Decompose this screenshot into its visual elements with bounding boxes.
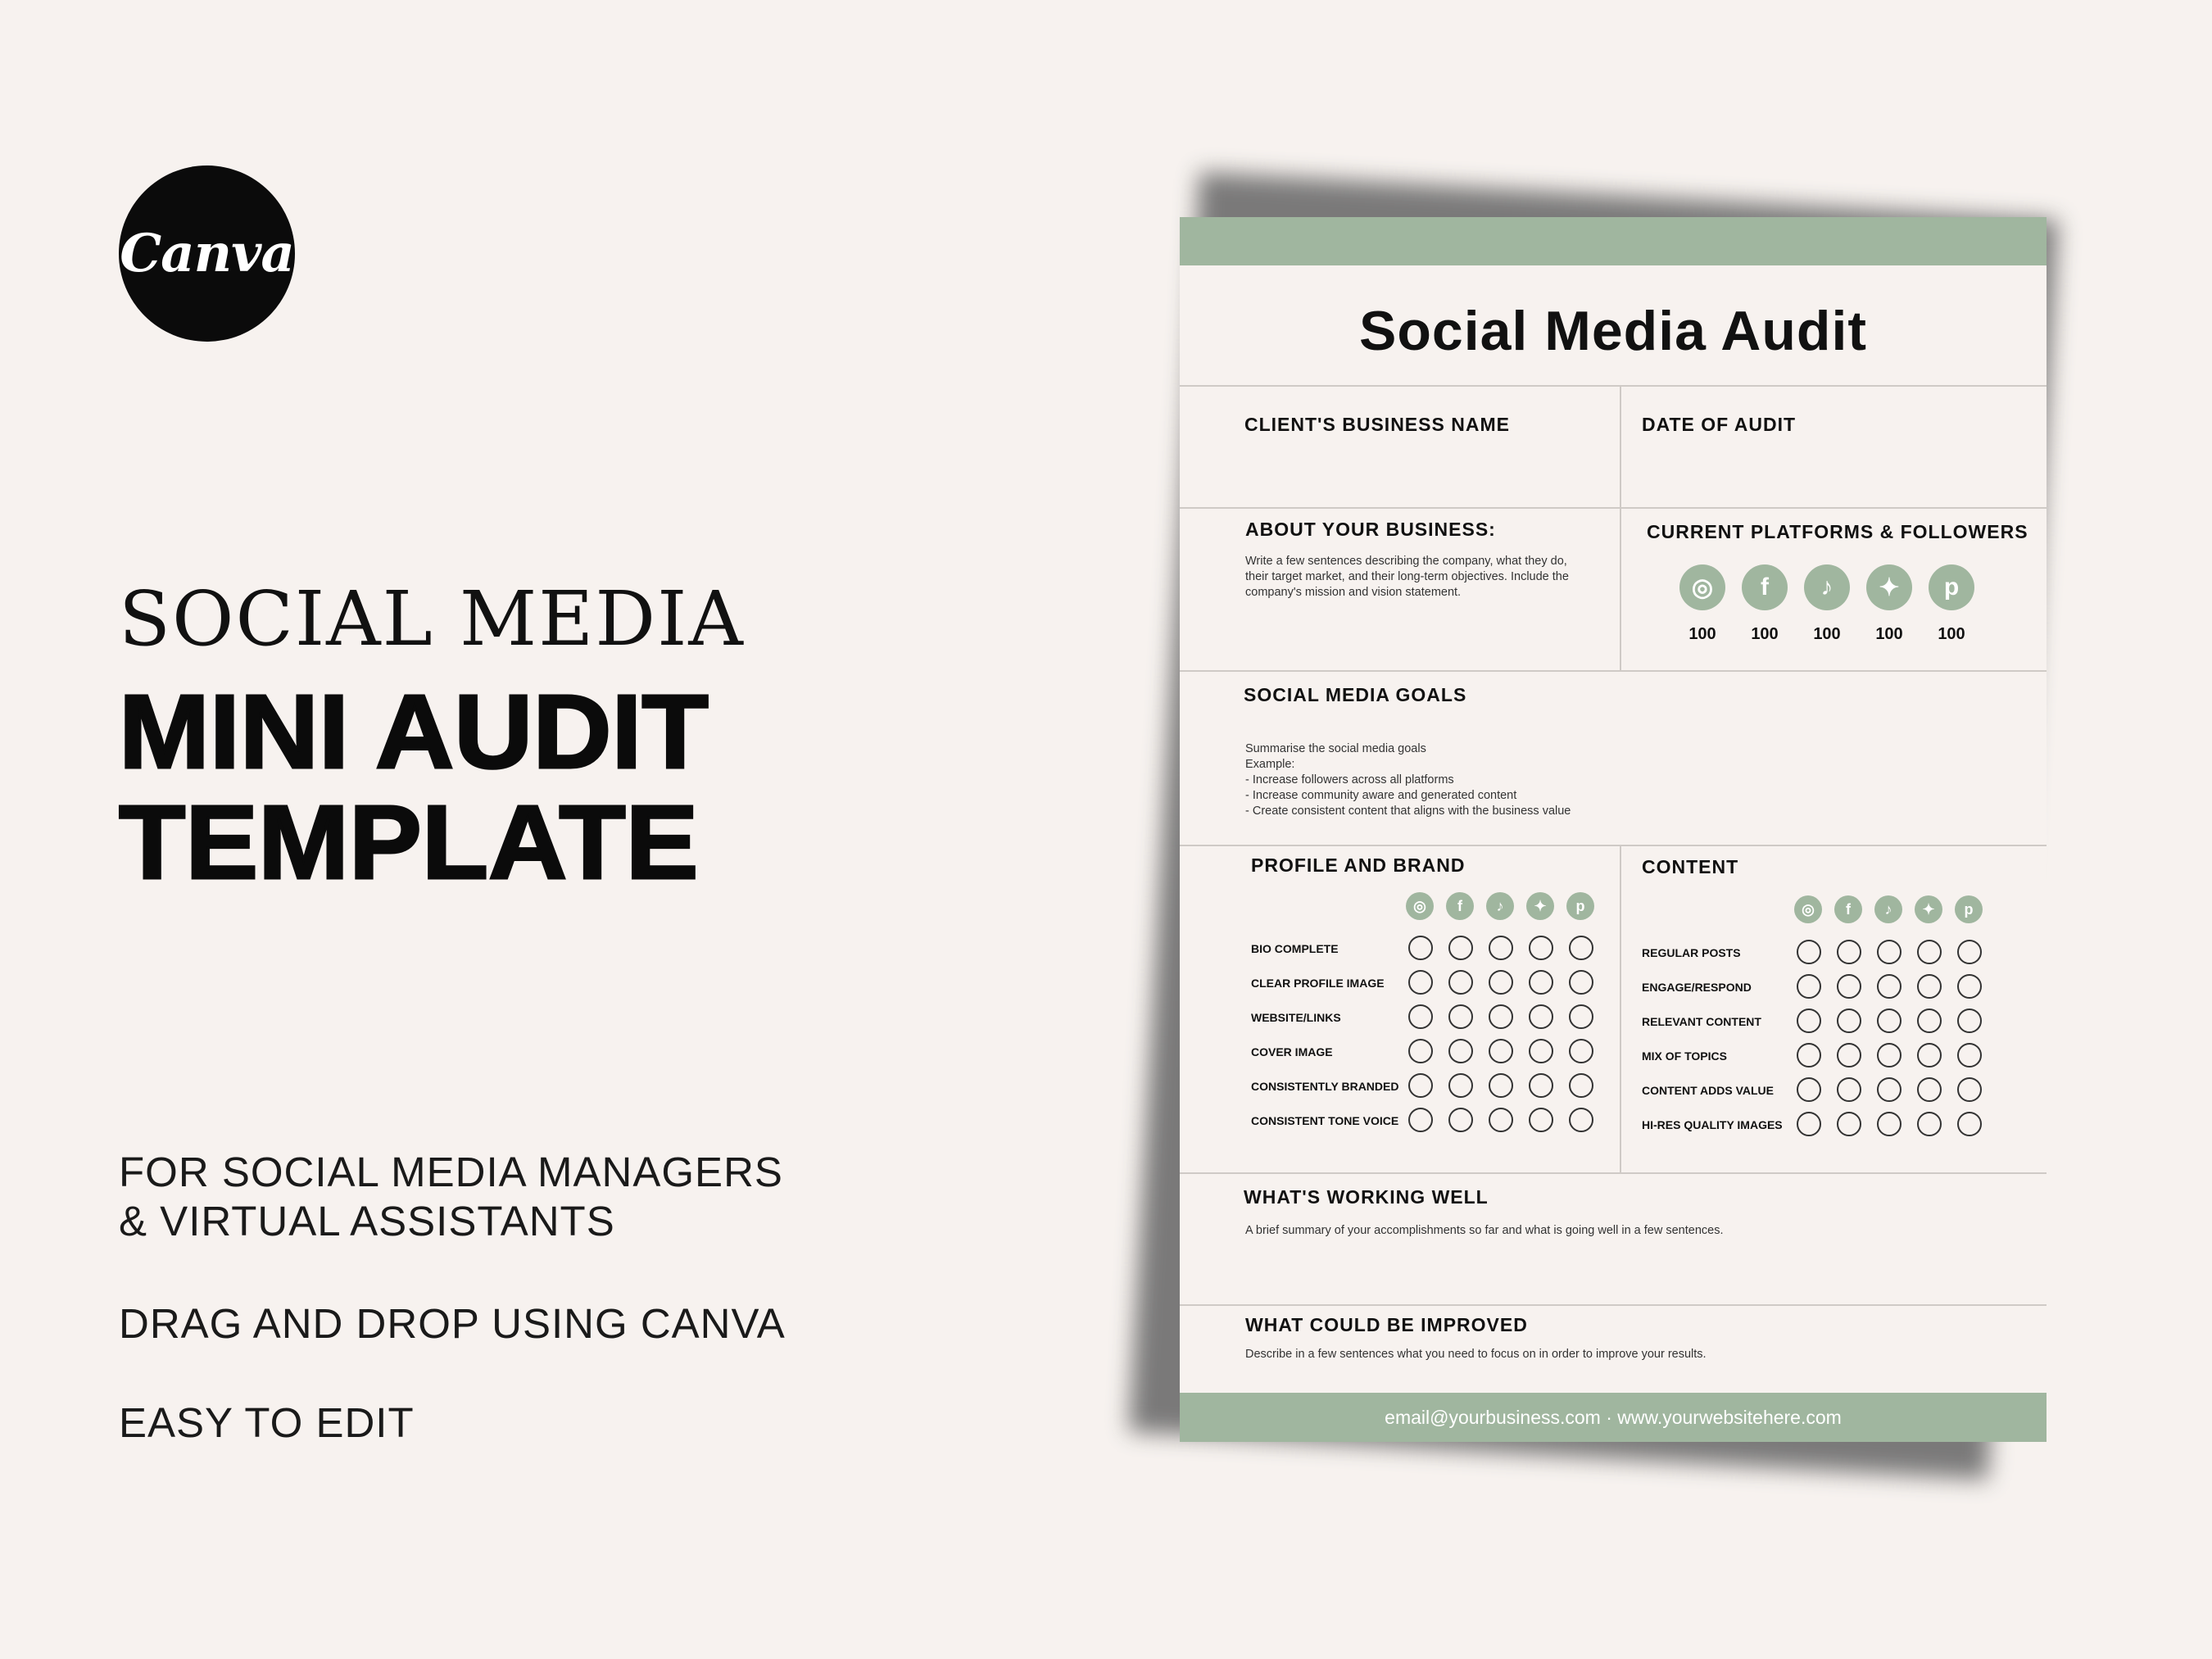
follower-count: 100 xyxy=(1813,625,1841,643)
checkbox-circle[interactable] xyxy=(1917,1043,1942,1067)
checklist-label: CONSISTENT TONE VOICE xyxy=(1251,1114,1399,1127)
divider xyxy=(1180,1304,2047,1306)
goals-label: SOCIAL MEDIA GOALS xyxy=(1244,684,1467,705)
checkbox-circle[interactable] xyxy=(1797,1077,1821,1102)
checkbox-circle[interactable] xyxy=(1917,1112,1942,1136)
checkbox-circle[interactable] xyxy=(1877,1112,1902,1136)
platforms-row xyxy=(1679,564,1974,644)
tagline-easy-edit: EASY TO EDIT xyxy=(119,1399,415,1446)
footer-contact: email@yourbusiness.com · www.yourwebsitehere.com xyxy=(1385,1406,1842,1428)
platform-instagram xyxy=(1679,564,1725,644)
client-name-label: CLIENT'S BUSINESS NAME xyxy=(1244,414,1510,435)
tagline-assistants: & VIRTUAL ASSISTANTS xyxy=(119,1198,615,1244)
checkbox-circle[interactable] xyxy=(1877,1077,1902,1102)
pinterest-icon: p xyxy=(1955,895,1983,923)
profile-brand-label: PROFILE AND BRAND xyxy=(1251,854,1466,876)
twitter-icon: ✦ xyxy=(1526,892,1554,920)
checkbox-circle[interactable] xyxy=(1797,1043,1821,1067)
divider xyxy=(1180,1172,2047,1174)
checklist-label: CLEAR PROFILE IMAGE xyxy=(1251,977,1385,990)
facebook-icon: f xyxy=(1834,895,1862,923)
checkbox-circle[interactable] xyxy=(1877,1043,1902,1067)
instagram-icon: ◎ xyxy=(1406,892,1434,920)
checkbox-circle[interactable] xyxy=(1837,1077,1861,1102)
checkbox-circle[interactable] xyxy=(1569,936,1593,960)
checkbox-circle[interactable] xyxy=(1408,970,1433,995)
platforms-label: CURRENT PLATFORMS & FOLLOWERS xyxy=(1647,521,2028,542)
content-label: CONTENT xyxy=(1642,856,1739,877)
audit-document xyxy=(1180,217,2047,1442)
checkbox-circle[interactable] xyxy=(1837,974,1861,999)
checkbox-circle[interactable] xyxy=(1797,974,1821,999)
checkbox-circle[interactable] xyxy=(1957,974,1982,999)
checkbox-circle[interactable] xyxy=(1877,1009,1902,1033)
platform-pinterest xyxy=(1929,564,1974,644)
checkbox-circle[interactable] xyxy=(1957,1043,1982,1067)
checkbox-circle[interactable] xyxy=(1489,1073,1513,1098)
goals-line: - Create consistent content that aligns with the business value xyxy=(1245,805,1571,818)
checkbox-circle[interactable] xyxy=(1408,936,1433,960)
checkbox-circle[interactable] xyxy=(1408,1073,1433,1098)
checkbox-circle[interactable] xyxy=(1448,1004,1473,1029)
checkbox-circle[interactable] xyxy=(1529,1004,1553,1029)
checkbox-circle[interactable] xyxy=(1529,970,1553,995)
tiktok-icon: ♪ xyxy=(1486,892,1514,920)
tiktok-icon: ♪ xyxy=(1874,895,1902,923)
facebook-icon: f xyxy=(1742,564,1788,610)
checkbox-circle[interactable] xyxy=(1489,1039,1513,1063)
checkbox-circle[interactable] xyxy=(1448,936,1473,960)
checkbox-circle[interactable] xyxy=(1448,1108,1473,1132)
checklist-label: RELEVANT CONTENT xyxy=(1642,1015,1761,1028)
checkbox-circle[interactable] xyxy=(1917,1009,1942,1033)
headline-template: TEMPLATE xyxy=(119,784,699,901)
divider xyxy=(1180,845,2047,846)
top-accent-band xyxy=(1180,217,2047,265)
working-well-label: WHAT'S WORKING WELL xyxy=(1244,1186,1489,1208)
checkbox-circle[interactable] xyxy=(1957,1077,1982,1102)
checkbox-circle[interactable] xyxy=(1529,936,1553,960)
content-platform-icons xyxy=(1794,895,1983,923)
goals-text xyxy=(1245,741,1571,819)
checklist-label: CONTENT ADDS VALUE xyxy=(1642,1084,1774,1097)
headline-mini-audit: MINI AUDIT xyxy=(119,673,709,791)
about-label: ABOUT YOUR BUSINESS: xyxy=(1245,519,1496,540)
checkbox-circle[interactable] xyxy=(1917,1077,1942,1102)
checklist-label: REGULAR POSTS xyxy=(1642,946,1741,959)
pinterest-icon: p xyxy=(1929,564,1974,610)
checkbox-circle[interactable] xyxy=(1837,1043,1861,1067)
canva-logo-text: Canva xyxy=(120,223,294,284)
instagram-icon: ◎ xyxy=(1679,564,1725,610)
checkbox-circle[interactable] xyxy=(1837,1009,1861,1033)
checkbox-circle[interactable] xyxy=(1489,970,1513,995)
goals-line: Example: xyxy=(1245,758,1295,771)
twitter-icon: ✦ xyxy=(1915,895,1942,923)
instagram-icon: ◎ xyxy=(1794,895,1822,923)
goals-line: - Increase followers across all platforms xyxy=(1245,773,1454,786)
checklist-label: ENGAGE/RESPOND xyxy=(1642,981,1752,994)
checkbox-circle[interactable] xyxy=(1529,1073,1553,1098)
about-text: Write a few sentences describing the company, what they do, their target market, and their long-term objectives. Include the company's mission and vision statement. xyxy=(1245,555,1569,599)
checkbox-circle[interactable] xyxy=(1957,1112,1982,1136)
improve-label: WHAT COULD BE IMPROVED xyxy=(1245,1314,1528,1335)
checkbox-circle[interactable] xyxy=(1569,1108,1593,1132)
divider xyxy=(1180,385,2047,387)
checkbox-circle[interactable] xyxy=(1917,974,1942,999)
checkbox-circle[interactable] xyxy=(1489,1004,1513,1029)
checkbox-circle[interactable] xyxy=(1448,970,1473,995)
checkbox-circle[interactable] xyxy=(1569,970,1593,995)
checkbox-circle[interactable] xyxy=(1529,1039,1553,1063)
checkbox-circle[interactable] xyxy=(1837,1112,1861,1136)
checkbox-circle[interactable] xyxy=(1408,1004,1433,1029)
checkbox-circle[interactable] xyxy=(1529,1108,1553,1132)
divider xyxy=(1180,507,2047,509)
checkbox-circle[interactable] xyxy=(1569,1004,1593,1029)
headline-social-media: SOCIAL MEDIA xyxy=(119,575,745,663)
checkbox-circle[interactable] xyxy=(1408,1108,1433,1132)
checkbox-circle[interactable] xyxy=(1957,1009,1982,1033)
checkbox-circle[interactable] xyxy=(1448,1073,1473,1098)
tiktok-icon: ♪ xyxy=(1804,564,1850,610)
checkbox-circle[interactable] xyxy=(1877,974,1902,999)
document-title: Social Media Audit xyxy=(1358,300,1867,362)
checklist-label: HI-RES QUALITY IMAGES xyxy=(1642,1118,1783,1131)
checkbox-circle[interactable] xyxy=(1569,1039,1593,1063)
checkbox-circle[interactable] xyxy=(1489,1108,1513,1132)
follower-count: 100 xyxy=(1751,625,1779,643)
checkbox-circle[interactable] xyxy=(1837,940,1861,964)
platform-twitter xyxy=(1866,564,1912,644)
platform-tiktok xyxy=(1804,564,1850,644)
checkbox-circle[interactable] xyxy=(1957,940,1982,964)
platform-facebook xyxy=(1742,564,1788,644)
checklist-label: WEBSITE/LINKS xyxy=(1251,1011,1341,1024)
goals-line: Summarise the social media goals xyxy=(1245,742,1426,755)
divider-vertical xyxy=(1620,385,1621,670)
working-well-text: A brief summary of your accomplishments so far and what is going well in a few sentences. xyxy=(1245,1224,1724,1237)
profile-platform-icons xyxy=(1406,892,1594,920)
follower-count: 100 xyxy=(1875,625,1903,643)
checkbox-circle[interactable] xyxy=(1877,940,1902,964)
checklist-label: CONSISTENTLY BRANDED xyxy=(1251,1080,1399,1093)
checklist-label: MIX OF TOPICS xyxy=(1642,1049,1727,1063)
twitter-icon: ✦ xyxy=(1866,564,1912,610)
follower-count: 100 xyxy=(1688,625,1716,643)
checkbox-circle[interactable] xyxy=(1797,940,1821,964)
footer-band xyxy=(1180,1393,2047,1442)
date-label: DATE OF AUDIT xyxy=(1642,414,1797,435)
checklist-label: COVER IMAGE xyxy=(1251,1045,1333,1058)
checkbox-circle[interactable] xyxy=(1408,1039,1433,1063)
follower-count: 100 xyxy=(1938,625,1965,643)
tagline-managers: FOR SOCIAL MEDIA MANAGERS xyxy=(119,1149,783,1195)
pinterest-icon: p xyxy=(1566,892,1594,920)
improve-text: Describe in a few sentences what you need to focus on in order to improve your results. xyxy=(1245,1348,1707,1361)
divider-vertical xyxy=(1620,845,1621,1172)
divider xyxy=(1180,670,2047,672)
checkbox-circle[interactable] xyxy=(1489,936,1513,960)
goals-line: - Increase community aware and generated content xyxy=(1245,789,1517,802)
checkbox-circle[interactable] xyxy=(1797,1112,1821,1136)
checkbox-circle[interactable] xyxy=(1569,1073,1593,1098)
checkbox-circle[interactable] xyxy=(1448,1039,1473,1063)
facebook-icon: f xyxy=(1446,892,1474,920)
checkbox-circle[interactable] xyxy=(1797,1009,1821,1033)
checklist-label: BIO COMPLETE xyxy=(1251,942,1339,955)
canva-logo xyxy=(119,165,295,342)
tagline-drag-drop: DRAG AND DROP USING CANVA xyxy=(119,1300,786,1347)
checkbox-circle[interactable] xyxy=(1917,940,1942,964)
